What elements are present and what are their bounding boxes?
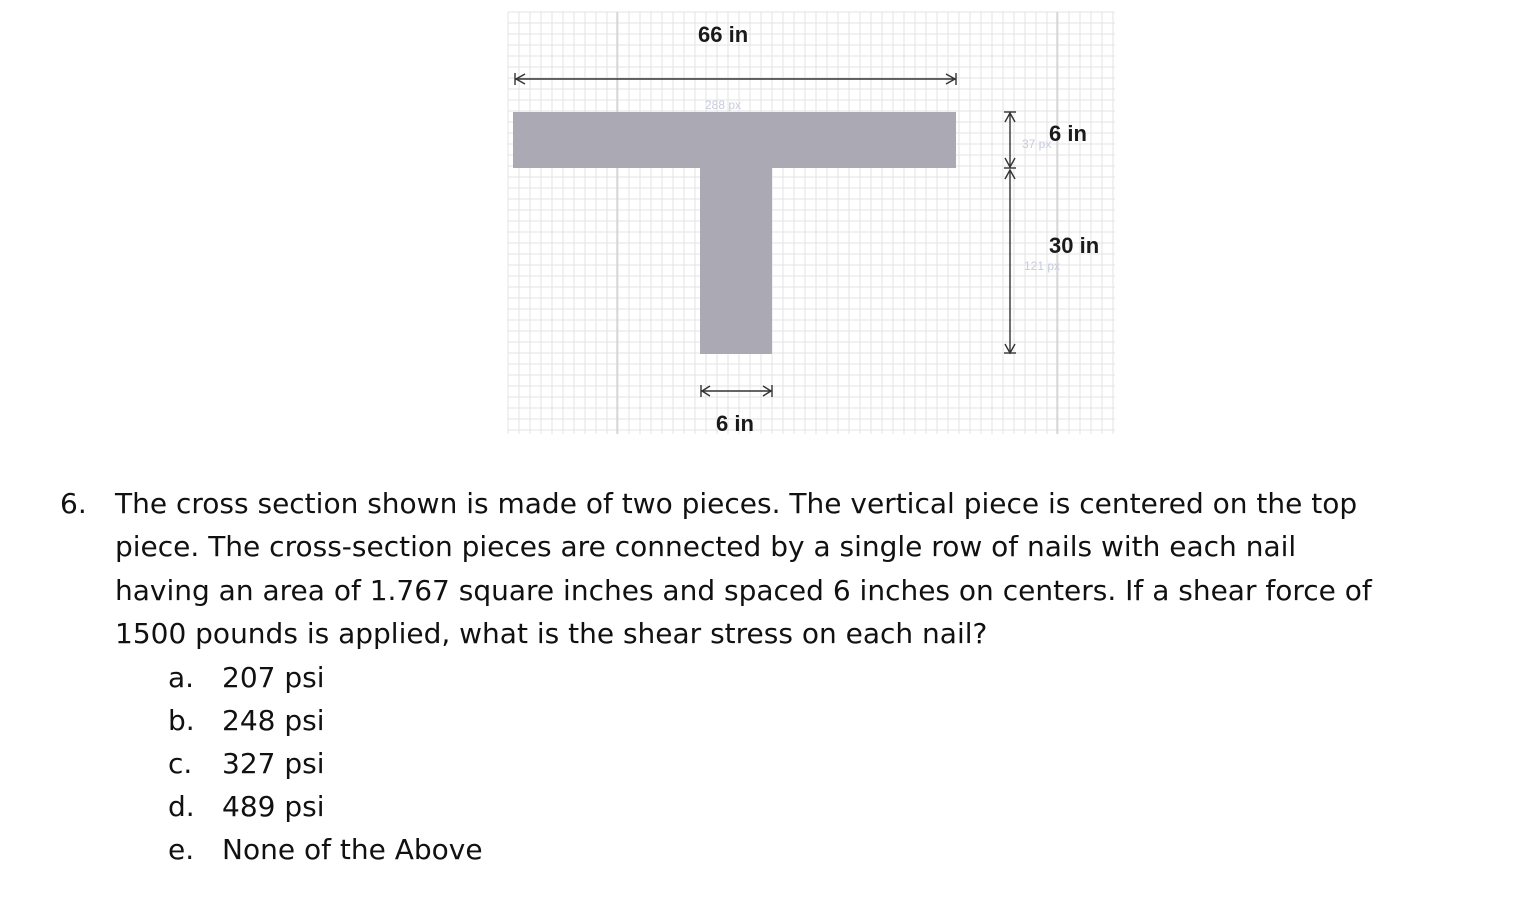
question-line: 1500 pounds is applied, what is the shear stress on each nail? [115, 616, 988, 650]
choice-letter: b. [168, 704, 195, 737]
question-text [115, 482, 1445, 655]
ghost-label-flange: 37 px [1022, 137, 1052, 151]
question-line: piece. The cross-section pieces are connected by a single row of nails with each nail [115, 530, 1297, 564]
choice-letter: e. [168, 833, 195, 866]
choice-letter: d. [168, 790, 195, 823]
web-width-label: 6 in [716, 411, 754, 436]
question-line: having an area of 1.767 square inches and spaced 6 inches on centers. If a shear force of [115, 573, 1372, 607]
ghost-label-web: 121 px [1024, 259, 1061, 273]
question-number: 6. [60, 487, 87, 520]
flange-width-label: 66 in [698, 22, 749, 47]
choice-text: 207 psi [222, 661, 325, 694]
flange-thickness-label: 6 in [1049, 121, 1087, 146]
choice-letter: a. [168, 661, 195, 694]
t-beam-cross-section-figure [0, 0, 1517, 450]
ghost-label-top: 288 px [705, 98, 742, 112]
choice-text: 327 psi [222, 747, 325, 780]
vertical-web [700, 166, 772, 354]
choice-letter: c. [168, 747, 193, 780]
top-flange [513, 112, 956, 168]
web-height-label: 30 in [1049, 233, 1100, 258]
flange-width-dimension [515, 73, 956, 85]
choice-text: 248 psi [222, 704, 325, 737]
choice-text: None of the Above [222, 833, 483, 866]
background-grid [508, 12, 1115, 434]
choice-text: 489 psi [222, 790, 325, 823]
question-line: The cross section shown is made of two pieces. The vertical piece is centered on the top [115, 487, 1358, 520]
